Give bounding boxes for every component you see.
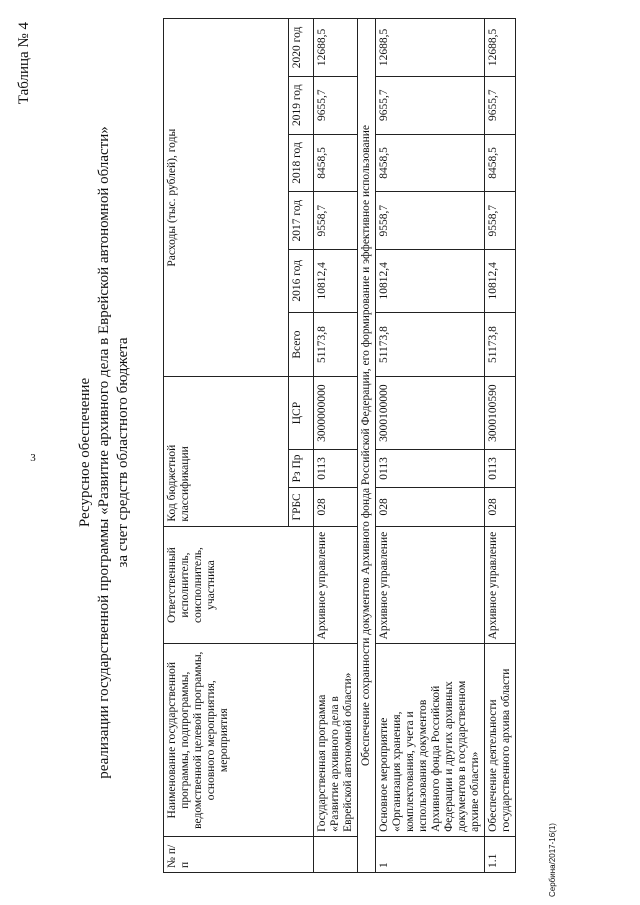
header-grbs: ГРБС	[289, 488, 314, 526]
cell-csr: 3000100000	[376, 377, 485, 449]
header-2018: 2018 год	[289, 134, 314, 192]
cell-grbs: 028	[376, 488, 485, 526]
cell-num: 1	[376, 836, 485, 872]
cell-executor: Архивное управление	[376, 526, 485, 644]
header-2019: 2019 год	[289, 76, 314, 134]
header-expenses: Расходы (тыс. рублей), годы	[164, 19, 289, 378]
cell-name: Государственная программа «Развитие архивного дела в Еврейской автономной области»	[314, 644, 358, 836]
header-2020: 2020 год	[289, 19, 314, 77]
cell-2017: 9558,7	[485, 192, 516, 250]
cell-num: 1.1	[485, 836, 516, 872]
cell-2020: 12688,5	[376, 19, 485, 77]
header-budget-code: Код бюджетной классификации	[164, 377, 289, 526]
title-line-1: Ресурсное обеспечение	[77, 377, 93, 528]
cell-csr: 3000100590	[485, 377, 516, 449]
cell-grbs: 028	[314, 488, 358, 526]
cell-2016: 10812,4	[376, 250, 485, 313]
cell-2019: 9655,7	[314, 76, 358, 134]
document-title	[76, 0, 133, 905]
header-csr: ЦСР	[289, 377, 314, 449]
section-title: Обеспечение сохранности документов Архивного фонда Российской Федерации, его формирование и эффективное использование	[358, 19, 376, 873]
header-name: Наименование государственной программы, подпрограммы, ведомственной целевой программы, основного мероприятия, мероприятия	[164, 644, 314, 836]
cell-grbs: 028	[485, 488, 516, 526]
cell-2017: 9558,7	[376, 192, 485, 250]
cell-2018: 8458,5	[376, 134, 485, 192]
header-row-1	[164, 19, 289, 873]
cell-2019: 9655,7	[376, 76, 485, 134]
cell-total: 51173,8	[485, 312, 516, 377]
cell-name: Обеспечение деятельности государственного архива области	[485, 644, 516, 836]
header-2016: 2016 год	[289, 250, 314, 313]
footer-code: Сербина/2017-16(1)	[548, 823, 557, 897]
table-row	[376, 19, 485, 873]
cell-2018: 8458,5	[485, 134, 516, 192]
page-number: 3	[30, 452, 36, 464]
header-rzpr: Рз Пр	[289, 449, 314, 487]
cell-total: 51173,8	[376, 312, 485, 377]
cell-2016: 10812,4	[485, 250, 516, 313]
cell-2020: 12688,5	[314, 19, 358, 77]
cell-name: Основное мероприятие «Организация хранения, комплектования, учета и использования документов Архивного фонда Российской Федерации и других архивных документов в государственном архиве области»	[376, 644, 485, 836]
section-row	[358, 19, 376, 873]
cell-executor: Архивное управление	[485, 526, 516, 644]
table-row	[485, 19, 516, 873]
cell-rzpr: 0113	[485, 449, 516, 487]
cell-2020: 12688,5	[485, 19, 516, 77]
cell-csr: 3000000000	[314, 377, 358, 449]
title-line-2: реализации государственной программы «Развитие архивного дела в Еврейской автономной области»	[96, 126, 112, 779]
cell-rzpr: 0113	[314, 449, 358, 487]
cell-executor: Архивное управление	[314, 526, 358, 644]
cell-2019: 9655,7	[485, 76, 516, 134]
cell-rzpr: 0113	[376, 449, 485, 487]
cell-2016: 10812,4	[314, 250, 358, 313]
header-total: Всего	[289, 312, 314, 377]
resource-table	[163, 18, 516, 873]
cell-2018: 8458,5	[314, 134, 358, 192]
cell-2017: 9558,7	[314, 192, 358, 250]
header-executor: Ответственный исполнитель, соисполнитель, участника	[164, 526, 314, 644]
header-2017: 2017 год	[289, 192, 314, 250]
cell-total: 51173,8	[314, 312, 358, 377]
header-num: № п/п	[164, 836, 314, 872]
title-line-3: за счет средств областного бюджета	[115, 337, 131, 568]
table-label: Таблица № 4	[16, 22, 32, 105]
table-row	[314, 19, 358, 873]
cell-num	[314, 836, 358, 872]
